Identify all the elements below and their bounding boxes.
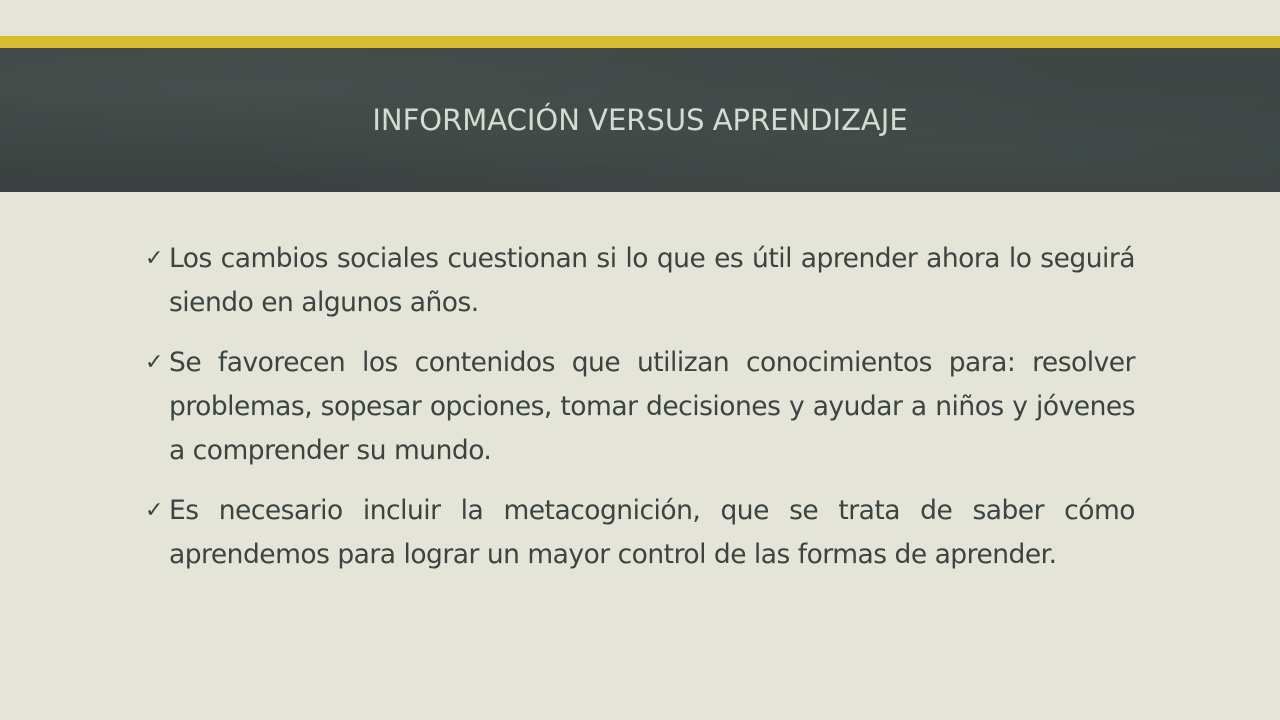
bullet-item xyxy=(145,237,1135,325)
check-icon: ✓ xyxy=(145,246,163,271)
bullet-text: Es necesario incluir la metacognición, que se trata de saber cómo aprendemos para lograr un mayor control de las formas de aprender. xyxy=(169,495,1135,570)
bullet-text: Se favorecen los contenidos que utilizan conocimientos para: resolver problemas, sopesar opciones, tomar decisiones y ayudar a niños y jóvenes a comprender su mundo. xyxy=(169,347,1135,466)
check-icon: ✓ xyxy=(145,350,163,375)
slide-title: INFORMACIÓN VERSUS APRENDIZAJE xyxy=(372,103,908,137)
bullet-list xyxy=(145,237,1135,577)
accent-bar xyxy=(0,36,1280,48)
bullet-item xyxy=(145,341,1135,473)
title-band xyxy=(0,48,1280,192)
bullet-text: Los cambios sociales cuestionan si lo que es útil aprender ahora lo seguirá siendo en algunos años. xyxy=(169,243,1135,318)
bullet-item xyxy=(145,489,1135,577)
check-icon: ✓ xyxy=(145,498,163,523)
